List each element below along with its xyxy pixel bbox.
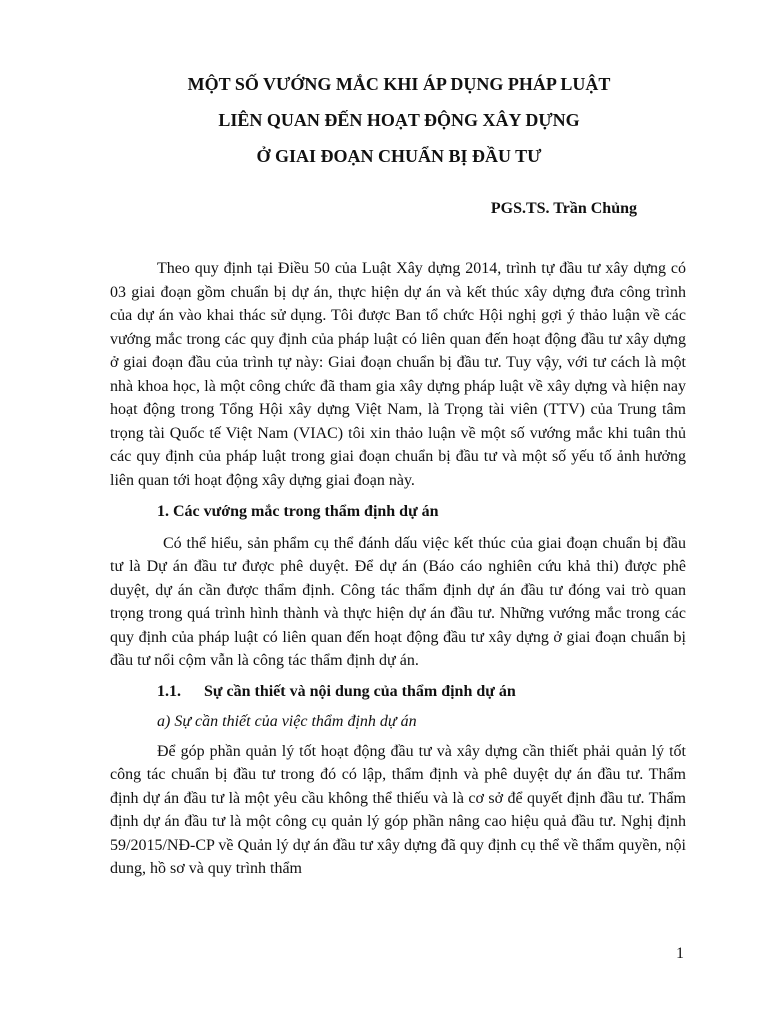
subsection-a-paragraph: Để góp phần quản lý tốt hoạt động đầu tư và xây dựng cần thiết phải quản lý tốt công tác chuẩn bị đầu tư trong đó có lập, thẩm định và phê duyệt dự án đầu tư. Thẩm định dự án đầu tư là một yêu cầu không thể thiếu và là cơ sở để quyết định đầu tư. Thẩm định dự án đầu tư là một công cụ quản lý góp phần nâng cao hiệu quả đầu tư. Nghị định 59/2015/NĐ-CP về Quản lý dự án đầu tư xây dựng đã quy định cụ thể về thẩm quyền, nội dung, hồ sơ và quy trình thẩm xyxy=(110,742,686,877)
section-1-heading: 1. Các vướng mắc trong thẩm định dự án xyxy=(157,503,439,520)
intro-paragraph: Theo quy định tại Điều 50 của Luật Xây dựng 2014, trình tự đầu tư xây dựng có 03 giai đoạn gồm chuẩn bị dự án, thực hiện dự án và kết thúc xây dựng đưa công trình của dự án vào khai thác sử dụng. Tôi được Ban tổ chức Hội nghị gợi ý thảo luận về các vướng mắc trong các quy định của pháp luật có liên quan đến hoạt động đầu tư xây dựng ở giai đoạn đầu của trình tự này: Giai đoạn chuẩn bị đầu tư. Tuy vậy, với tư cách là một nhà khoa học, là một công chức đã tham gia xây dựng pháp luật về xây dựng và hiện nay hoạt động trong Tổng Hội xây dựng Việt Nam, là Trọng tài viên (TTV) của Trung tâm trọng tài Quốc tế Việt Nam (VIAC) tôi xin thảo luận về một số vướng mắc khi tuân thủ các quy định của pháp luật trong giai đoạn chuẩn bị đầu tư và một số yếu tố ảnh hưởng liên quan tới hoạt động xây dựng giai đoạn này. xyxy=(110,260,686,489)
page-number: 1 xyxy=(676,945,684,962)
title-line-1: MỘT SỐ VƯỚNG MẮC KHI ÁP DỤNG PHÁP LUẬT xyxy=(187,74,611,94)
document-body xyxy=(110,257,686,881)
title-line-2: LIÊN QUAN ĐẾN HOẠT ĐỘNG XÂY DỰNG xyxy=(218,110,580,130)
section-1-1-heading xyxy=(110,680,686,704)
subsection-a-heading: a) Sự cần thiết của việc thẩm định dự án xyxy=(157,713,417,730)
title-line-3: Ở GIAI ĐOẠN CHUẨN BỊ ĐẦU TƯ xyxy=(256,146,542,166)
section-1-1-title: Sự cần thiết và nội dung của thẩm định dự án xyxy=(204,682,516,700)
author-name: PGS.TS. Trần Chủng xyxy=(490,200,637,217)
section-1-paragraph: Có thể hiểu, sản phẩm cụ thể đánh dấu việc kết thúc của giai đoạn chuẩn bị đầu tư là Dự án đầu tư được phê duyệt. Để dự án (Báo cáo nghiên cứu khả thi) được phê duyệt, dự án cần được thẩm định. Công tác thẩm định dự án đầu tư đóng vai trò quan trọng trong quá trình hình thành và thực hiện dự án đầu tư. Những vướng mắc trong các quy định của pháp luật có liên quan đến hoạt động đầu tư xây dựng ở giai đoạn chuẩn bị đầu tư nổi cộm vẫn là công tác thẩm định dự án. xyxy=(110,534,686,669)
section-1-1-number: 1.1. xyxy=(157,682,181,700)
document-title xyxy=(60,66,738,174)
